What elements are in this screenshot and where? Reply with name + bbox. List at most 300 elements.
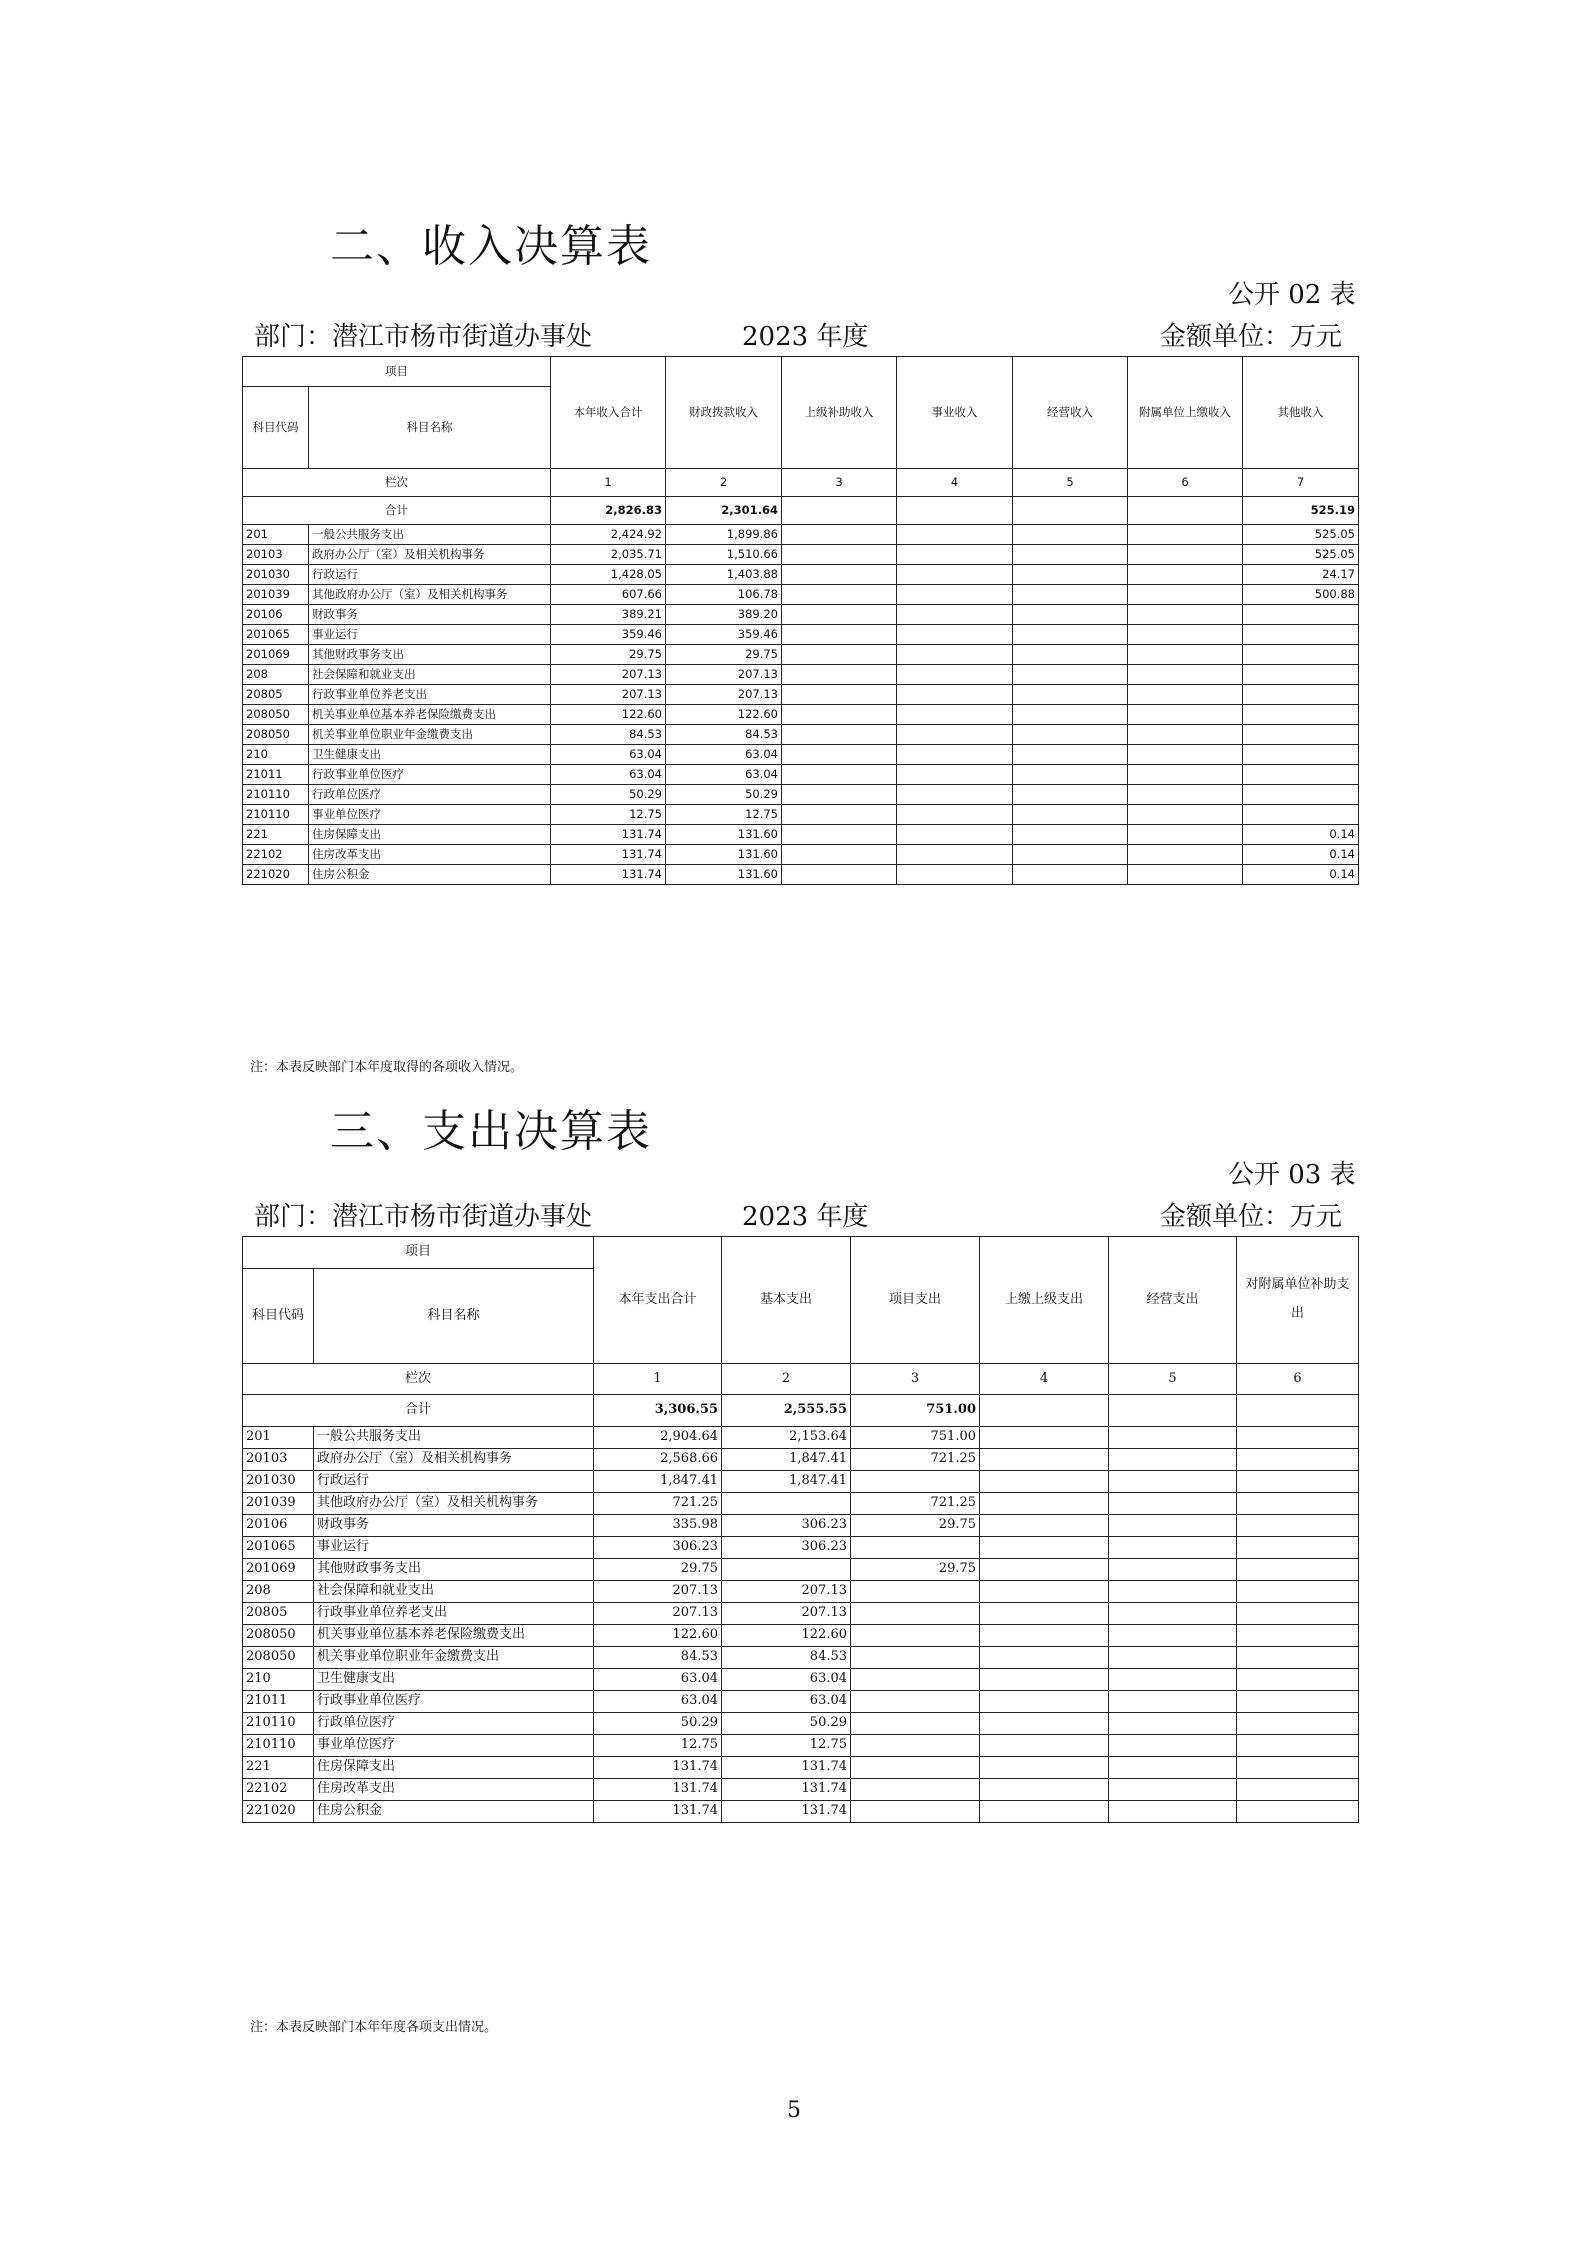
amount-cell: 721.25	[851, 1449, 980, 1471]
subject-name: 行政事业单位养老支出	[309, 685, 551, 705]
header-col-6: 附属单位上缴收入	[1128, 357, 1243, 469]
amount-cell	[782, 805, 897, 825]
amount-cell: 63.04	[594, 1691, 722, 1713]
income-department: 部门：潜江市杨市街道办事处	[254, 322, 593, 352]
table-row	[243, 825, 1359, 845]
subject-name: 行政事业单位养老支出	[314, 1603, 594, 1625]
amount-cell: 2,035.71	[551, 545, 666, 565]
amount-cell	[1128, 625, 1243, 645]
total-cell: 751.00	[851, 1395, 980, 1427]
amount-cell	[1013, 865, 1128, 885]
subject-name: 政府办公厅（室）及相关机构事务	[309, 545, 551, 565]
subject-code: 20106	[243, 605, 309, 625]
amount-cell	[897, 825, 1013, 845]
amount-cell	[782, 585, 897, 605]
table-row	[243, 1471, 1359, 1493]
amount-cell	[1109, 1757, 1237, 1779]
total-cell	[1128, 497, 1243, 525]
amount-cell	[1109, 1603, 1237, 1625]
amount-cell: 2,904.64	[594, 1427, 722, 1449]
total-cell: 2,555.55	[722, 1395, 851, 1427]
subject-name: 财政事务	[314, 1515, 594, 1537]
amount-cell	[1243, 685, 1359, 705]
amount-cell	[980, 1647, 1109, 1669]
subject-name: 事业运行	[309, 625, 551, 645]
subject-name: 事业运行	[314, 1537, 594, 1559]
amount-cell	[980, 1515, 1109, 1537]
amount-cell	[1237, 1537, 1359, 1559]
subject-name: 机关事业单位基本养老保险缴费支出	[314, 1625, 594, 1647]
header-code: 科目代码	[243, 1269, 314, 1364]
subject-code: 22102	[243, 845, 309, 865]
subject-name: 住房公积金	[309, 865, 551, 885]
amount-cell: 131.74	[551, 865, 666, 885]
amount-cell	[897, 565, 1013, 585]
amount-cell	[1013, 745, 1128, 765]
amount-cell: 131.74	[551, 825, 666, 845]
subject-name: 政府办公厅（室）及相关机构事务	[314, 1449, 594, 1471]
amount-cell	[851, 1669, 980, 1691]
subject-name: 机关事业单位职业年金缴费支出	[309, 725, 551, 745]
amount-cell: 24.17	[1243, 565, 1359, 585]
amount-cell	[980, 1427, 1109, 1449]
amount-cell	[782, 565, 897, 585]
table-row	[243, 625, 1359, 645]
table-row	[243, 725, 1359, 745]
amount-cell: 607.66	[551, 585, 666, 605]
amount-cell: 525.05	[1243, 545, 1359, 565]
amount-cell	[897, 765, 1013, 785]
table-row	[243, 605, 1359, 625]
header-col-6: 对附属单位补助支出	[1237, 1237, 1359, 1364]
expense-form-number: 公开 03 表	[1228, 1160, 1356, 1190]
table-row	[243, 765, 1359, 785]
total-label: 合计	[243, 497, 551, 525]
amount-cell	[897, 665, 1013, 685]
subject-code: 210110	[243, 1713, 314, 1735]
amount-cell	[1109, 1559, 1237, 1581]
header-col-5: 经营收入	[1013, 357, 1128, 469]
amount-cell	[1243, 725, 1359, 745]
amount-cell: 84.53	[722, 1647, 851, 1669]
amount-cell	[1237, 1471, 1359, 1493]
amount-cell	[782, 745, 897, 765]
amount-cell: 335.98	[594, 1515, 722, 1537]
amount-cell	[1013, 645, 1128, 665]
header-code: 科目代码	[243, 387, 309, 469]
subject-code: 208050	[243, 705, 309, 725]
line-number: 6	[1237, 1364, 1359, 1395]
expense-table	[242, 1236, 1359, 1823]
amount-cell: 306.23	[594, 1537, 722, 1559]
subject-code: 210110	[243, 785, 309, 805]
subject-name: 住房保障支出	[309, 825, 551, 845]
amount-cell: 84.53	[551, 725, 666, 745]
header-col-1: 本年支出合计	[594, 1237, 722, 1364]
amount-cell	[980, 1779, 1109, 1801]
total-cell: 3,306.55	[594, 1395, 722, 1427]
table-row	[243, 1713, 1359, 1735]
amount-cell	[1237, 1449, 1359, 1471]
table-row	[243, 785, 1359, 805]
amount-cell: 131.74	[594, 1801, 722, 1823]
table-row	[243, 1515, 1359, 1537]
income-table-body	[243, 525, 1359, 885]
amount-cell	[897, 725, 1013, 745]
amount-cell: 0.14	[1243, 825, 1359, 845]
subject-code: 20805	[243, 685, 309, 705]
amount-cell	[1128, 825, 1243, 845]
amount-cell	[1109, 1581, 1237, 1603]
subject-code: 210	[243, 745, 309, 765]
subject-name: 其他财政事务支出	[314, 1559, 594, 1581]
table-row	[243, 1449, 1359, 1471]
amount-cell	[1237, 1801, 1359, 1823]
amount-cell: 122.60	[594, 1625, 722, 1647]
amount-cell: 207.13	[666, 665, 782, 685]
amount-cell: 207.13	[551, 665, 666, 685]
subject-name: 机关事业单位职业年金缴费支出	[314, 1647, 594, 1669]
table-row	[243, 645, 1359, 665]
amount-cell: 29.75	[851, 1559, 980, 1581]
subject-code: 221	[243, 825, 309, 845]
subject-name: 其他财政事务支出	[309, 645, 551, 665]
amount-cell	[1243, 665, 1359, 685]
table-row	[243, 665, 1359, 685]
header-name: 科目名称	[314, 1269, 594, 1364]
amount-cell	[1013, 665, 1128, 685]
table-row	[243, 1801, 1359, 1823]
amount-cell	[1109, 1493, 1237, 1515]
amount-cell	[1128, 545, 1243, 565]
amount-cell: 207.13	[551, 685, 666, 705]
line-number: 7	[1243, 469, 1359, 497]
amount-cell: 207.13	[722, 1603, 851, 1625]
amount-cell	[851, 1691, 980, 1713]
amount-cell	[980, 1471, 1109, 1493]
amount-cell	[782, 725, 897, 745]
amount-cell	[851, 1537, 980, 1559]
amount-cell: 63.04	[666, 765, 782, 785]
amount-cell: 84.53	[594, 1647, 722, 1669]
amount-cell: 721.25	[851, 1493, 980, 1515]
total-cell	[782, 497, 897, 525]
amount-cell: 131.74	[722, 1757, 851, 1779]
income-table-title: 二、收入决算表	[330, 221, 652, 272]
header-col-2: 财政拨款收入	[666, 357, 782, 469]
subject-code: 20103	[243, 545, 309, 565]
amount-cell	[980, 1713, 1109, 1735]
header-col-4: 事业收入	[897, 357, 1013, 469]
amount-cell	[1109, 1713, 1237, 1735]
amount-cell: 122.60	[666, 705, 782, 725]
amount-cell	[980, 1757, 1109, 1779]
amount-cell	[1013, 625, 1128, 645]
subject-code: 21011	[243, 1691, 314, 1713]
subject-name: 住房改革支出	[314, 1779, 594, 1801]
amount-cell: 359.46	[666, 625, 782, 645]
amount-cell	[1237, 1493, 1359, 1515]
line-number: 2	[722, 1364, 851, 1395]
amount-cell	[1109, 1449, 1237, 1471]
subject-code: 221020	[243, 865, 309, 885]
amount-cell	[1237, 1757, 1359, 1779]
subject-name: 行政事业单位医疗	[309, 765, 551, 785]
subject-name: 事业单位医疗	[309, 805, 551, 825]
line-number: 5	[1109, 1364, 1237, 1395]
amount-cell	[980, 1449, 1109, 1471]
subject-name: 财政事务	[309, 605, 551, 625]
amount-cell	[1237, 1581, 1359, 1603]
amount-cell: 29.75	[851, 1515, 980, 1537]
subject-name: 社会保障和就业支出	[314, 1581, 594, 1603]
amount-cell: 0.14	[1243, 845, 1359, 865]
table-row	[243, 1735, 1359, 1757]
amount-cell: 306.23	[722, 1537, 851, 1559]
amount-cell	[1013, 605, 1128, 625]
amount-cell	[1128, 725, 1243, 745]
amount-cell	[1109, 1515, 1237, 1537]
amount-cell: 1,428.05	[551, 565, 666, 585]
amount-cell	[782, 645, 897, 665]
subject-code: 21011	[243, 765, 309, 785]
amount-cell	[851, 1757, 980, 1779]
amount-cell	[1237, 1713, 1359, 1735]
amount-cell	[1243, 645, 1359, 665]
table-row	[243, 805, 1359, 825]
total-cell	[897, 497, 1013, 525]
amount-cell	[1013, 765, 1128, 785]
amount-cell	[1109, 1691, 1237, 1713]
subject-code: 221020	[243, 1801, 314, 1823]
table-row	[243, 685, 1359, 705]
amount-cell: 131.60	[666, 845, 782, 865]
table-row	[243, 565, 1359, 585]
line-label: 栏次	[243, 1364, 594, 1395]
amount-cell	[782, 785, 897, 805]
amount-cell	[782, 545, 897, 565]
amount-cell	[1109, 1625, 1237, 1647]
page-number: 5	[787, 2098, 801, 2123]
amount-cell	[897, 785, 1013, 805]
amount-cell	[897, 805, 1013, 825]
table-row	[243, 1427, 1359, 1449]
subject-code: 201039	[243, 1493, 314, 1515]
table-row	[243, 1581, 1359, 1603]
amount-cell	[980, 1625, 1109, 1647]
total-cell: 2,301.64	[666, 497, 782, 525]
amount-cell	[782, 625, 897, 645]
amount-cell	[1128, 765, 1243, 785]
subject-code: 201030	[243, 565, 309, 585]
table-row	[243, 1603, 1359, 1625]
subject-code: 22102	[243, 1779, 314, 1801]
header-col-3: 项目支出	[851, 1237, 980, 1364]
subject-code: 221	[243, 1757, 314, 1779]
amount-cell: 63.04	[666, 745, 782, 765]
line-number: 6	[1128, 469, 1243, 497]
amount-cell	[897, 845, 1013, 865]
amount-cell	[1243, 705, 1359, 725]
amount-cell	[897, 545, 1013, 565]
amount-cell: 50.29	[722, 1713, 851, 1735]
amount-cell	[897, 745, 1013, 765]
expense-department: 部门：潜江市杨市街道办事处	[254, 1202, 593, 1232]
amount-cell	[1109, 1537, 1237, 1559]
amount-cell: 12.75	[666, 805, 782, 825]
amount-cell	[782, 685, 897, 705]
line-number: 1	[594, 1364, 722, 1395]
subject-name: 社会保障和就业支出	[309, 665, 551, 685]
amount-cell	[851, 1735, 980, 1757]
total-row	[243, 1395, 1359, 1427]
subject-code: 201069	[243, 1559, 314, 1581]
amount-cell	[1109, 1735, 1237, 1757]
amount-cell: 525.05	[1243, 525, 1359, 545]
amount-cell	[897, 605, 1013, 625]
subject-code: 20103	[243, 1449, 314, 1471]
amount-cell: 389.21	[551, 605, 666, 625]
table-row	[243, 1691, 1359, 1713]
amount-cell	[851, 1779, 980, 1801]
header-col-3: 上级补助收入	[782, 357, 897, 469]
amount-cell	[782, 605, 897, 625]
subject-code: 208	[243, 665, 309, 685]
amount-cell: 2,568.66	[594, 1449, 722, 1471]
amount-cell	[897, 705, 1013, 725]
subject-name: 住房改革支出	[309, 845, 551, 865]
table-row	[243, 545, 1359, 565]
amount-cell: 50.29	[594, 1713, 722, 1735]
subject-name: 其他政府办公厅（室）及相关机构事务	[314, 1493, 594, 1515]
amount-cell	[1128, 785, 1243, 805]
amount-cell: 207.13	[722, 1581, 851, 1603]
table-row	[243, 845, 1359, 865]
total-cell	[1109, 1395, 1237, 1427]
amount-cell	[1237, 1779, 1359, 1801]
amount-cell	[1013, 845, 1128, 865]
subject-name: 卫生健康支出	[314, 1669, 594, 1691]
expense-table-note: 注：本表反映部门本年年度各项支出情况。	[250, 2020, 498, 2035]
amount-cell	[1128, 865, 1243, 885]
table-row	[243, 1669, 1359, 1691]
subject-code: 208050	[243, 1647, 314, 1669]
amount-cell	[1237, 1559, 1359, 1581]
amount-cell: 29.75	[594, 1559, 722, 1581]
amount-cell: 12.75	[722, 1735, 851, 1757]
amount-cell	[1013, 545, 1128, 565]
amount-cell: 131.74	[722, 1801, 851, 1823]
table-row	[243, 1757, 1359, 1779]
amount-cell	[1128, 845, 1243, 865]
amount-cell: 50.29	[666, 785, 782, 805]
subject-code: 20805	[243, 1603, 314, 1625]
amount-cell: 29.75	[551, 645, 666, 665]
line-number: 2	[666, 469, 782, 497]
subject-name: 住房保障支出	[314, 1757, 594, 1779]
income-unit: 金额单位：万元	[1160, 322, 1343, 352]
amount-cell: 2,153.64	[722, 1427, 851, 1449]
amount-cell: 63.04	[594, 1669, 722, 1691]
amount-cell	[851, 1647, 980, 1669]
amount-cell: 1,403.88	[666, 565, 782, 585]
table-row	[243, 525, 1359, 545]
table-row	[243, 1625, 1359, 1647]
line-number: 5	[1013, 469, 1128, 497]
amount-cell: 1,847.41	[594, 1471, 722, 1493]
table-row	[243, 1647, 1359, 1669]
income-form-number: 公开 02 表	[1228, 280, 1356, 310]
amount-cell	[1243, 785, 1359, 805]
income-table	[242, 356, 1359, 885]
header-col-2: 基本支出	[722, 1237, 851, 1364]
amount-cell	[1128, 665, 1243, 685]
amount-cell	[851, 1471, 980, 1493]
amount-cell	[851, 1801, 980, 1823]
amount-cell	[1013, 565, 1128, 585]
amount-cell: 131.74	[594, 1779, 722, 1801]
table-row	[243, 865, 1359, 885]
table-row	[243, 1537, 1359, 1559]
amount-cell: 63.04	[722, 1691, 851, 1713]
amount-cell	[1128, 605, 1243, 625]
subject-code: 201069	[243, 645, 309, 665]
amount-cell: 63.04	[551, 765, 666, 785]
amount-cell	[782, 845, 897, 865]
total-cell	[1013, 497, 1128, 525]
amount-cell: 500.88	[1243, 585, 1359, 605]
table-row	[243, 705, 1359, 725]
amount-cell	[782, 825, 897, 845]
amount-cell	[1128, 585, 1243, 605]
amount-cell	[782, 665, 897, 685]
subject-code: 201030	[243, 1471, 314, 1493]
amount-cell	[1237, 1735, 1359, 1757]
amount-cell	[851, 1625, 980, 1647]
amount-cell	[851, 1713, 980, 1735]
header-col-1: 本年收入合计	[551, 357, 666, 469]
header-item: 项目	[243, 357, 551, 387]
subject-code: 201	[243, 1427, 314, 1449]
amount-cell	[1128, 565, 1243, 585]
line-number: 3	[851, 1364, 980, 1395]
table-row	[243, 1493, 1359, 1515]
subject-code: 20106	[243, 1515, 314, 1537]
amount-cell: 12.75	[551, 805, 666, 825]
subject-name: 一般公共服务支出	[309, 525, 551, 545]
subject-code: 210110	[243, 805, 309, 825]
amount-cell	[1243, 765, 1359, 785]
amount-cell	[1237, 1669, 1359, 1691]
amount-cell	[1128, 705, 1243, 725]
header-item: 项目	[243, 1237, 594, 1269]
amount-cell: 131.60	[666, 825, 782, 845]
header-name: 科目名称	[309, 387, 551, 469]
income-table-note: 注：本表反映部门本年度取得的各项收入情况。	[250, 1060, 524, 1075]
amount-cell	[722, 1559, 851, 1581]
amount-cell: 1,847.41	[722, 1471, 851, 1493]
amount-cell	[1013, 705, 1128, 725]
table-row	[243, 585, 1359, 605]
subject-name: 行政运行	[314, 1471, 594, 1493]
amount-cell	[897, 585, 1013, 605]
amount-cell	[980, 1603, 1109, 1625]
amount-cell	[1243, 605, 1359, 625]
amount-cell: 131.74	[594, 1757, 722, 1779]
amount-cell	[980, 1669, 1109, 1691]
amount-cell: 84.53	[666, 725, 782, 745]
amount-cell: 122.60	[722, 1625, 851, 1647]
